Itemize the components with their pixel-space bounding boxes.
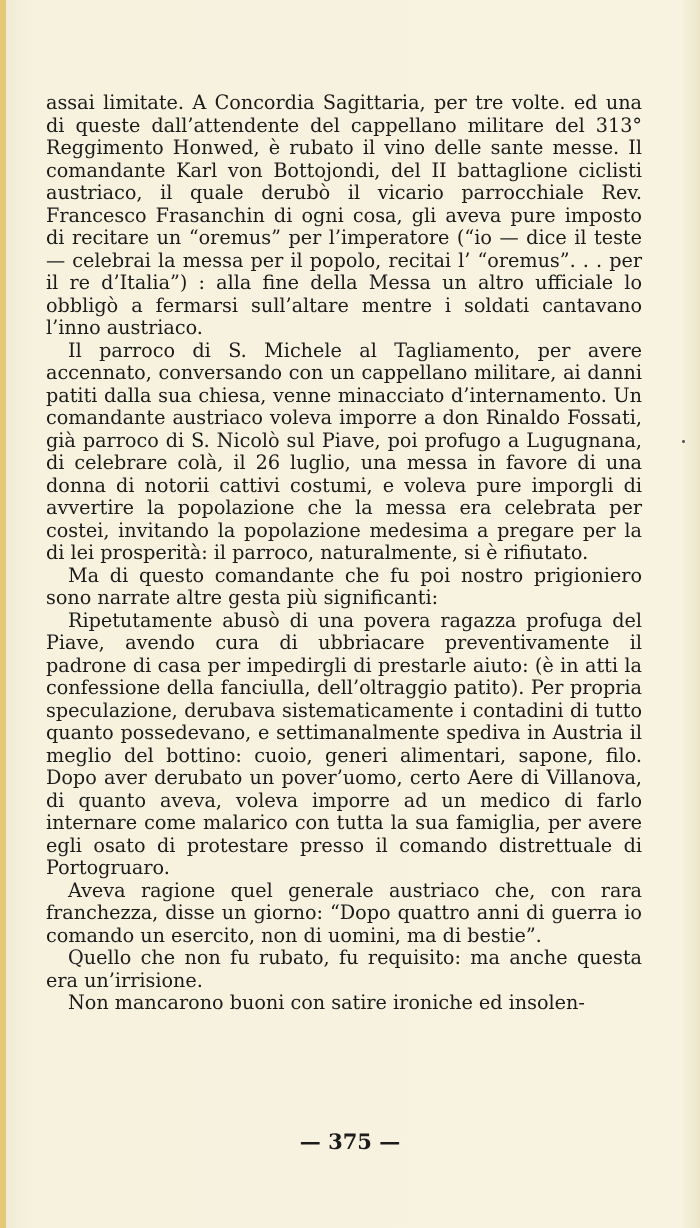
paragraph-concordia: assai limitate. A Concordia Sagittaria, per tre volte. ed una di queste dall’attendente del cappellano militare del 313° Reggimento Honwed, è rubato il vino delle sante messe. Il comandante Karl von Bottojondi, del II battaglione ciclisti austriaco, il quale derubò il vicario parrocchiale Rev. Francesco Frasanchin di ogni cosa, gli aveva pure imposto di recitare un “oremus” per l’imperatore (“io — dice il teste — celebrai la messa per il popolo, recitai l’ “oremus”. . . per il re d’Italia”) : alla fine della Messa un altro ufficiale lo obbligò a fermarsi sull’altare mentre i soldati cantavano l’inno austriaco. [46, 91, 642, 339]
paper-speck [682, 440, 685, 443]
paragraph-satire: Non mancarono buoni con satire ironiche ed insolen- [68, 991, 585, 1014]
paragraph-comandante: Ma di questo comandante che fu poi nostro prigioniero sono narrate altre gesta più significanti: [46, 563, 642, 609]
body-text [46, 92, 642, 1015]
page-number: — 375 — [299, 1129, 401, 1154]
paragraph-generale: Aveva ragione quel generale austriaco che, con rara franchezza, disse un giorno: “Dopo quattro anni di guerra io comando un esercito, non di uomini, ma di bestie”. [46, 878, 642, 947]
page-spine-edge [0, 0, 6, 1228]
paragraph-ripetutamente: Ripetutamente abusò di una povera ragazza profuga del Piave, avendo cura di ubbriacare preventivamente il padrone di casa per impedirgli di prestarle aiuto: (è in atti la confessione della fanciulla, dell’oltraggio patito). Per propria speculazione, derubava sistematicamente i contadini di tutto quanto possedevano, e settimanalmente spediva in Austria il meglio del bottino: cuoio, generi alimentari, sapone, filo. Dopo aver derubato un pover’uomo, certo Aere di Villanova, di quanto aveva, voleva imporre ad un medico di farlo internare come malarico con tutta la sua famiglia, per avere egli osato di protestare presso il comando distrettuale di Portogruaro. [46, 608, 642, 879]
paragraph-san-michele: Il parroco di S. Michele al Tagliamento, per avere accennato, conversando con un cappellano militare, ai danni patiti dalla sua chiesa, venne minacciato d’internamento. Un comandante austriaco voleva imporre a don Rinaldo Fossati, già parroco di S. Nicolò sul Piave, poi profugo a Lugugnana, di celebrare colà, il 26 luglio, una messa in favore di una donna di notorii cattivi costumi, e voleva pure imporgli di avvertire la popolazione che la messa era celebrata per costei, invitando la popolazione medesima a pregare per la di lei prosperità: il parroco, naturalmente, si è rifiutato. [46, 338, 642, 564]
paragraph-requisito: Quello che non fu rubato, fu requisito: ma anche questa era un’irrisione. [46, 946, 642, 992]
